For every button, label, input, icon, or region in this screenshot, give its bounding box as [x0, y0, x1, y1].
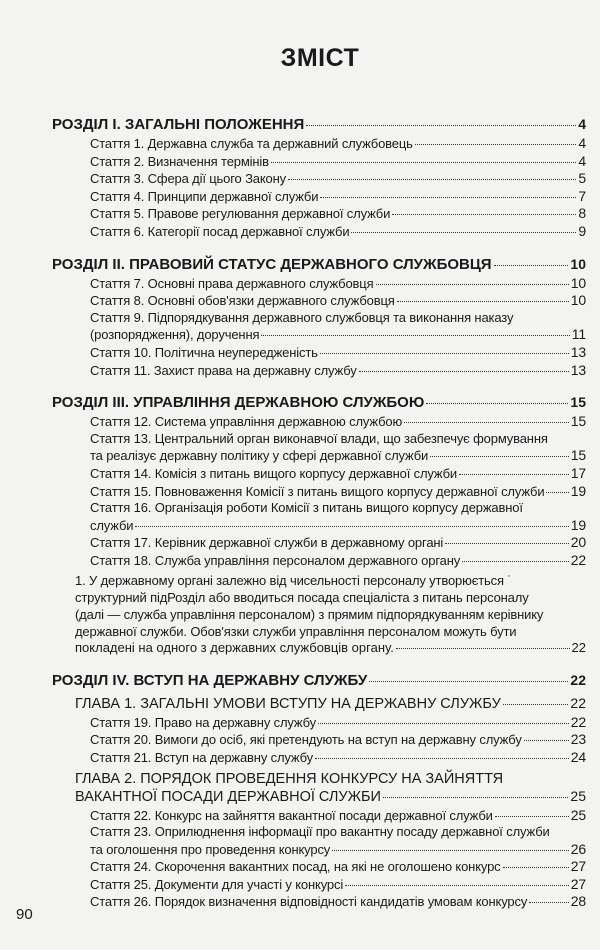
article-entry[interactable]	[52, 552, 586, 570]
article-entry-line-label: Стаття 6. Категорії посад державної служби	[90, 223, 350, 239]
chapter-entry-line-label: ВАКАНТНОЇ ПОСАДИ ДЕРЖАВНОЇ СЛУЖБИ	[75, 789, 381, 805]
page-ref: 15	[570, 394, 586, 411]
article-entry[interactable]	[52, 714, 586, 732]
dot-leader	[494, 265, 569, 266]
page-number: 90	[16, 906, 33, 923]
article-entry-line-label: та реалізує державну політику у сфері державної служби	[90, 448, 429, 464]
page-ref: 15	[570, 447, 586, 464]
page-ref: 25	[570, 806, 586, 823]
article-entry-line[interactable]	[52, 876, 586, 894]
article-entry-line-label: Стаття 21. Вступ на державну службу	[90, 749, 313, 765]
article-entry[interactable]	[52, 893, 586, 911]
article-entry-line[interactable]	[52, 465, 586, 483]
page-ref: 27	[570, 875, 586, 892]
article-entry-line[interactable]	[52, 413, 586, 431]
article-entry-line[interactable]	[52, 135, 586, 153]
article-entry-line-label: Стаття 18. Служба управління персоналом державного органу	[90, 552, 461, 568]
article-entry[interactable]	[52, 413, 586, 431]
article-entry-line[interactable]	[52, 188, 586, 206]
dot-leader	[524, 740, 569, 741]
article-entry-line[interactable]	[52, 841, 586, 859]
page-ref: 28	[570, 893, 586, 910]
article-entry-line[interactable]	[52, 893, 586, 911]
section-heading[interactable]	[52, 114, 586, 135]
article-entry[interactable]	[52, 807, 586, 825]
dot-leader	[430, 456, 569, 457]
page-ref: 27	[570, 858, 586, 875]
section-heading[interactable]	[52, 254, 586, 275]
dot-leader	[369, 681, 568, 682]
chapter-entry[interactable]	[52, 695, 586, 714]
article-entry[interactable]	[52, 344, 586, 362]
page-ref: 10	[570, 255, 586, 272]
article-entry-line[interactable]	[52, 223, 586, 241]
dot-leader	[359, 371, 569, 372]
article-entry[interactable]	[52, 170, 586, 188]
article-entry-line[interactable]	[52, 275, 586, 293]
article-entry-line[interactable]	[52, 447, 586, 465]
article-entry-line-label: Стаття 12. Система управління державною службою	[90, 414, 403, 430]
dot-leader	[503, 867, 569, 868]
article-entry-line-label: Стаття 25. Документи для участі у конкурсі	[90, 876, 344, 892]
table-of-contents	[52, 114, 586, 911]
article-entry-line[interactable]	[52, 731, 586, 749]
article-entry-line-label: Стаття 4. Принципи державної служби	[90, 188, 319, 204]
page-ref: 25	[570, 788, 586, 804]
page-ref: 22	[570, 672, 586, 689]
paragraph-entry-line: (далі — служба управління персоналом) з прямим підпорядкуванням керівнику	[75, 606, 544, 622]
page-ref: 17	[570, 464, 586, 481]
article-entry-line[interactable]	[52, 534, 586, 552]
page-ref: 11	[571, 326, 586, 343]
article-entry-line-label: Стаття 22. Конкурс на зайняття вакантної посади державної служби	[90, 807, 493, 823]
article-entry-line-label: Стаття 15. Повноваження Комісії з питань вищого корпусу державної служби	[90, 483, 545, 499]
article-entry[interactable]	[52, 824, 586, 858]
dot-leader	[445, 543, 569, 544]
dot-leader	[271, 162, 576, 163]
page-ref: 4	[578, 152, 586, 169]
dot-leader	[529, 902, 569, 903]
article-entry-line-label: Стаття 19. Право на державну службу	[90, 714, 316, 730]
article-entry-line-label: Стаття 10. Політична неупередженість	[90, 344, 318, 360]
dot-leader	[396, 648, 570, 649]
article-entry[interactable]	[52, 292, 586, 310]
dot-leader	[397, 301, 569, 302]
article-entry-line[interactable]	[52, 326, 586, 344]
dot-leader	[404, 422, 569, 423]
article-entry-line: Стаття 16. Організація роботи Комісії з питань вищого корпусу державної	[90, 500, 523, 516]
page-ref: 22	[570, 713, 586, 730]
article-entry-line[interactable]	[52, 205, 586, 223]
article-entry[interactable]	[52, 135, 586, 153]
article-entry[interactable]	[52, 465, 586, 483]
article-entry-line[interactable]	[52, 292, 586, 310]
article-entry-line: Стаття 9. Підпорядкування державного службовця та виконання наказу	[90, 309, 514, 325]
paragraph-entry[interactable]	[52, 573, 586, 657]
dot-leader	[261, 335, 569, 336]
page-ref: 13	[570, 361, 586, 378]
paragraph-entry-line: 1. У державному органі залежно від чисельності персоналу утворюється ˙	[75, 573, 512, 589]
dot-leader	[383, 797, 568, 798]
page-ref: 20	[570, 534, 586, 551]
chapter-entry-line: ГЛАВА 2. ПОРЯДОК ПРОВЕДЕННЯ КОНКУРСУ НА ЗАЙНЯТТЯ	[75, 770, 504, 787]
article-entry-line[interactable]	[52, 858, 586, 876]
article-entry-line[interactable]	[52, 517, 586, 535]
article-entry-line-label: Стаття 8. Основні обов'язки державного службовця	[90, 293, 395, 309]
article-entry-line[interactable]	[52, 344, 586, 362]
dot-leader	[495, 816, 569, 817]
paragraph-entry-line[interactable]	[52, 640, 586, 657]
article-entry[interactable]	[52, 188, 586, 206]
article-entry-line[interactable]	[52, 483, 586, 501]
page-ref: 7	[578, 187, 586, 204]
dot-leader	[351, 232, 576, 233]
dot-leader	[332, 850, 569, 851]
article-entry[interactable]	[52, 483, 586, 501]
page-ref: 4	[578, 135, 586, 151]
page-ref: 19	[570, 482, 586, 499]
article-entry-line-label: (розпорядження), доручення	[90, 327, 260, 343]
dot-leader	[392, 214, 576, 215]
article-entry-line-label: служби	[90, 517, 134, 533]
article-entry-line-label: Стаття 14. Комісія з питань вищого корпусу державної служби	[90, 465, 458, 481]
article-entry-line-label: та оголошення про проведення конкурсу	[90, 841, 331, 857]
dot-leader	[288, 179, 576, 180]
dot-leader	[320, 197, 576, 198]
chapter-entry-line[interactable]	[75, 788, 586, 807]
article-entry-line[interactable]	[52, 807, 586, 825]
article-entry-line[interactable]	[52, 714, 586, 732]
page-title: ЗМІСТ	[280, 44, 360, 72]
article-entry-line[interactable]	[52, 362, 586, 380]
article-entry-line-label: Стаття 24. Скорочення вакантних посад, на які не оголошено конкурс	[90, 859, 501, 875]
page-ref: 15	[570, 413, 586, 430]
article-entry[interactable]	[52, 876, 586, 894]
article-entry-line-label: Стаття 7. Основні права державного службовця	[90, 275, 374, 291]
dot-leader	[376, 284, 569, 285]
page-ref: 23	[570, 731, 586, 748]
article-entry[interactable]	[52, 362, 586, 380]
article-entry-line: Стаття 13. Центральний орган виконавчої влади, що забезпечує формування	[90, 430, 548, 446]
article-entry[interactable]	[52, 749, 586, 767]
page-ref: 10	[570, 274, 586, 291]
page-ref: 22	[570, 695, 586, 712]
article-entry[interactable]	[52, 223, 586, 241]
chapter-entry-line-label: ГЛАВА 1. ЗАГАЛЬНІ УМОВИ ВСТУПУ НА ДЕРЖАВНУ СЛУЖБУ	[75, 696, 501, 713]
dot-leader	[306, 125, 576, 126]
article-entry-line[interactable]	[52, 153, 586, 171]
article-entry[interactable]	[52, 731, 586, 749]
dot-leader	[318, 723, 569, 724]
article-entry-line-label: Стаття 3. Сфера дії цього Закону	[90, 171, 287, 187]
article-entry[interactable]	[52, 310, 586, 344]
dot-leader	[459, 474, 569, 475]
section-heading[interactable]	[52, 392, 586, 413]
dot-leader	[426, 403, 568, 404]
article-entry[interactable]	[52, 858, 586, 876]
section-heading-label: РОЗДІЛ ІІ. ПРАВОВИЙ СТАТУС ДЕРЖАВНОГО СЛУЖБОВЦЯ	[52, 255, 492, 273]
page-ref: 26	[570, 840, 586, 857]
dot-leader	[135, 526, 568, 527]
chapter-entry-line[interactable]	[75, 695, 586, 714]
article-entry-line-label: Стаття 5. Правове регулювання державної служби	[90, 206, 391, 222]
dot-leader	[415, 144, 577, 145]
article-entry-line-label: Стаття 11. Захист права на державну службу	[90, 362, 357, 378]
page-ref: 24	[570, 748, 586, 765]
dot-leader	[546, 492, 568, 493]
page-ref: 13	[570, 343, 586, 360]
article-entry[interactable]	[52, 431, 586, 465]
page-ref: 22	[570, 551, 586, 568]
article-entry-line[interactable]	[52, 749, 586, 767]
article-entry-line-label: Стаття 1. Державна служба та державний службовець	[90, 136, 413, 151]
page-ref: 22	[571, 640, 586, 656]
section-heading-label: РОЗДІЛ І. ЗАГАЛЬНІ ПОЛОЖЕННЯ	[52, 116, 305, 133]
article-entry-line[interactable]	[52, 170, 586, 188]
article-entry[interactable]	[52, 534, 586, 552]
page-ref: 10	[570, 292, 586, 309]
article-entry-line-label: Стаття 17. Керівник державної служби в державному органі	[90, 535, 444, 551]
article-entry-line-label: Стаття 20. Вимоги до осіб, які претендують на вступ на державну службу	[90, 732, 522, 748]
page-ref: 9	[578, 222, 586, 239]
dot-leader	[462, 561, 569, 562]
paragraph-entry-line: державної служби. Обов'язки служби управління персоналом можуть бути	[75, 623, 517, 639]
page-ref: 5	[578, 170, 586, 187]
article-entry[interactable]	[52, 275, 586, 293]
section-heading-label: РОЗДІЛ IV. ВСТУП НА ДЕРЖАВНУ СЛУЖБУ	[52, 672, 368, 690]
article-entry-line[interactable]	[52, 552, 586, 570]
section-heading[interactable]	[52, 670, 586, 691]
article-entry-line-label: Стаття 2. Визначення термінів	[90, 153, 269, 169]
page-ref: 4	[578, 116, 586, 132]
dot-leader	[345, 885, 569, 886]
page-ref: 19	[570, 516, 586, 533]
article-entry[interactable]	[52, 153, 586, 171]
article-entry-line: Стаття 23. Оприлюднення інформації про вакантну посаду державної служби	[90, 824, 550, 840]
paragraph-entry-line: структурний підРозділ або вводиться посада спеціаліста з питань персоналу	[75, 590, 529, 606]
article-entry-line-label: Стаття 26. Порядок визначення відповідності кандидатів умовам конкурсу	[90, 894, 528, 910]
paragraph-entry-line-label: покладені на одного з державних службовців органу.	[75, 640, 394, 656]
chapter-entry[interactable]	[52, 771, 586, 807]
page-ref: 8	[578, 205, 586, 222]
section-heading-label: РОЗДІЛ ІІІ. УПРАВЛІННЯ ДЕРЖАВНОЮ СЛУЖБОЮ	[52, 394, 425, 412]
article-entry[interactable]	[52, 205, 586, 223]
dot-leader	[320, 353, 569, 354]
article-entry[interactable]	[52, 500, 586, 534]
dot-leader	[315, 758, 569, 759]
dot-leader	[503, 704, 569, 705]
